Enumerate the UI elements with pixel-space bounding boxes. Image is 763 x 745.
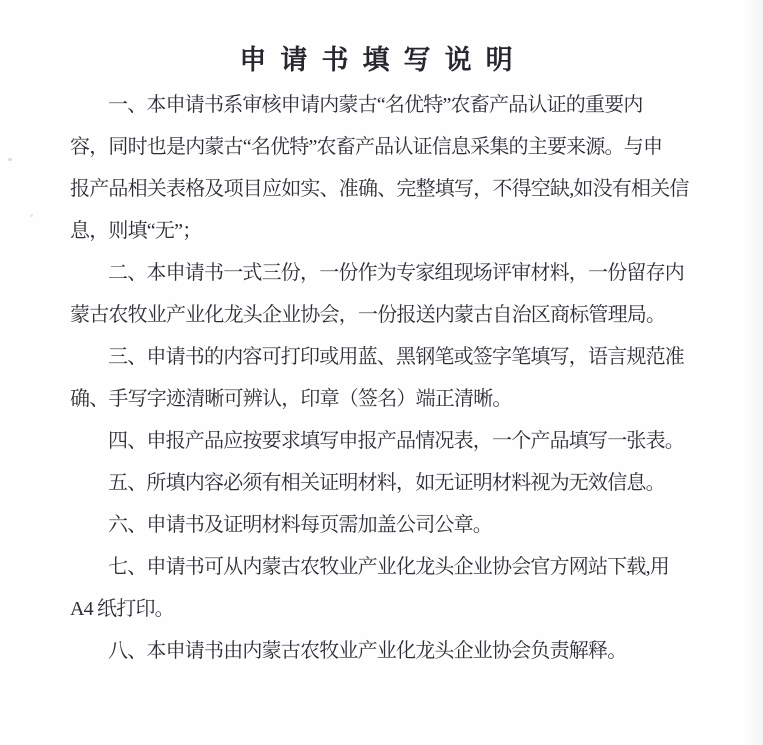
text-line-item-6: 六、申请书及证明材料每页需加盖公司公章。 [108,514,492,536]
text-line-item-5: 五、所填内容必须有相关证明材料，如无证明材料视为无效信息。 [108,472,665,494]
scan-artifact-speck [30,214,33,217]
text-line-item-3-end: 确、手写字迹清晰可辨认，印章（签名）端正清晰。 [70,388,512,410]
text-line-item-3-start: 三、申请书的内容可打印或用蓝、黑钢笔或签字笔填写，语言规范准 [108,346,684,368]
text-line-item-1-cont: 报产品相关表格及项目应如实、准确、完整填写，不得空缺,如没有相关信 [70,178,689,200]
text-line-item-2-start: 二、本申请书一式三份，一份作为专家组现场评审材料，一份留存内 [108,262,684,284]
text-line-item-7-start: 七、申请书可从内蒙古农牧业产业化龙头企业协会官方网站下载,用 [108,556,669,578]
text-line-item-1-cont: 容，同时也是内蒙古“名优特”农畜产品认证信息采集的主要来源。与申 [70,136,663,158]
text-line-item-8: 八、本申请书由内蒙古农牧业产业化龙头企业协会负责解释。 [108,640,627,662]
text-line-item-7-end: A4 纸打印。 [70,598,174,620]
scan-edge-shadow [743,0,763,745]
text-line-item-4: 四、申报产品应按要求填写申报产品情况表，一个产品填写一张表。 [108,430,684,452]
scan-artifact-speck [8,158,12,161]
page-title: 申请书填写说明 [239,45,527,75]
text-line-item-1-start: 一、本申请书系审核申请内蒙古“名优特”农畜产品认证的重要内 [108,94,643,116]
text-line-item-1-end: 息，则填“无”； [70,220,202,242]
document-body [70,84,689,672]
text-line-item-2-end: 蒙古农牧业产业化龙头企业协会，一份报送内蒙古自治区商标管理局。 [70,304,666,326]
